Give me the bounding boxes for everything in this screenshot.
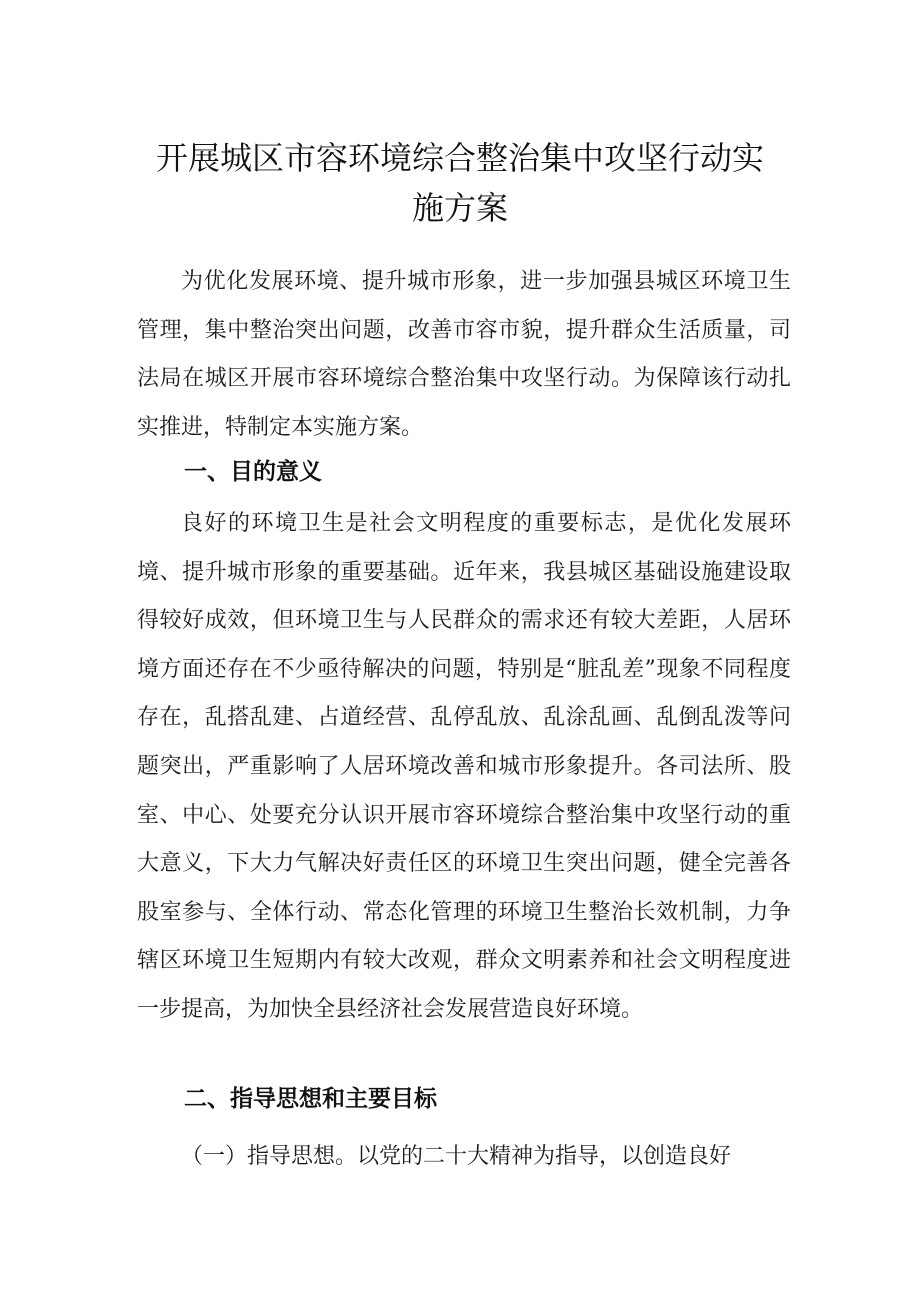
purpose-paragraph: 良好的环境卫生是社会文明程度的重要标志，是优化发展环境、提升城市形象的重要基础。近年来，我县城区基础设施建设取得较好成效，但环境卫生与人民群众的需求还有较大差距，人居环境方面还存在不少亟待解决的问题，特别是“脏乱差”现象不同程度存在，乱搭乱建、占道经营、乱停乱放、乱涂乱画、乱倒乱泼等问题突出，严重影响了人居环境改善和城市形象提升。各司法所、股室、中心、处要充分认识开展市容环境综合整治集中攻坚行动的重大意义，下大力气解决好责任区的环境卫生突出问题，健全完善各股室参与、全体行动、常态化管理的环境卫生整治长效机制，力争辖区环境卫生短期内有较大改观，群众文明素养和社会文明程度进一步提高，为加快全县经济社会发展营造良好环境。 [137,511,791,1022]
section-heading-purpose: 一、目的意义 [184,459,322,485]
document-title-line-2: 施方案 [411,189,508,227]
guiding-ideology-paragraph: （一）指导思想。以党的二十大精神为指导，以创造良好 [181,1144,732,1169]
section-heading-guiding-ideology: 二、指导思想和主要目标 [184,1086,437,1112]
intro-paragraph: 为优化发展环境、提升城市形象，进一步加强县城区环境卫生管理，集中整治突出问题，改善市容市貌，提升群众生活质量，司法局在城区开展市容环境综合整治集中攻坚行动。为保障该行动扎实推进，特制定本实施方案。 [137,269,791,440]
document-title-line-1: 开展城区市容环境综合整治集中攻坚行动实 [155,139,764,177]
